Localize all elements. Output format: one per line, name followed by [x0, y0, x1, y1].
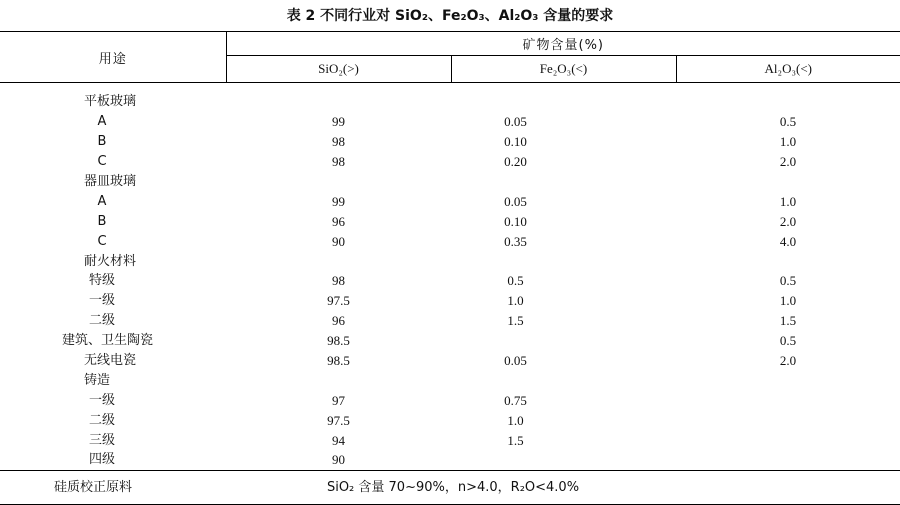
table-row — [0, 291, 900, 311]
fe2o3-value: 0.05 — [504, 353, 527, 369]
table-row — [0, 370, 900, 390]
fe2o3-value: 1.0 — [507, 412, 524, 428]
grade-name: 特级 — [88, 273, 115, 289]
sio2-value — [226, 92, 451, 112]
sio2-value: 90 — [332, 233, 345, 249]
category-name: 平板玻璃 — [84, 94, 137, 110]
table-row — [0, 251, 900, 271]
table-row — [0, 450, 900, 470]
sio2-value: 96 — [332, 313, 345, 329]
fe2o3-value: 0.10 — [504, 213, 527, 229]
category-name: 器皿玻璃 — [84, 174, 137, 189]
sio2-value: 90 — [332, 452, 345, 468]
grade-name: A — [97, 193, 107, 209]
sio2-value: 97.5 — [327, 412, 350, 428]
sio2-header: SiO₂(>) — [226, 56, 451, 83]
table-footer — [0, 470, 900, 504]
al2o3-value: 0.5 — [779, 114, 797, 130]
al2o3-value: 2.0 — [779, 213, 797, 229]
al2o3-value — [676, 251, 900, 271]
table-title: 表 2 不同行业对 SiO₂、Fe₂O₃、Al₂O₃ 含量的要求 — [286, 8, 614, 24]
sio2-value: 98.5 — [327, 333, 350, 349]
al2o3-value: 1.0 — [779, 193, 797, 209]
requirements-table — [0, 31, 900, 505]
sio2-value: 99 — [332, 193, 345, 209]
fe2o3-value: 0.5 — [507, 273, 524, 289]
al2o3-header: Al₂O₃(<) — [676, 56, 900, 83]
fe2o3-value — [451, 251, 676, 271]
category-name: 无线电瓷 — [84, 353, 137, 369]
grade-name: B — [97, 134, 107, 150]
mineral-content-header: 矿物含量(%) — [226, 32, 900, 56]
table-row — [0, 152, 900, 172]
grade-name: 四级 — [88, 452, 115, 468]
category-name: 建筑、卫生陶瓷 — [62, 333, 154, 349]
al2o3-value — [676, 370, 900, 390]
fe2o3-value: 1.5 — [507, 313, 524, 329]
grade-name: 三级 — [88, 432, 115, 448]
sio2-value: 98 — [332, 273, 345, 289]
fe2o3-header: Fe₂O₃(<) — [451, 56, 676, 83]
category-name: 铸造 — [84, 372, 111, 388]
grade-name: 二级 — [88, 313, 115, 329]
table-row — [0, 172, 900, 192]
table-row — [0, 331, 900, 351]
table-row — [0, 231, 900, 251]
al2o3-value: 1.5 — [779, 313, 797, 329]
sio2-value: 98 — [332, 154, 345, 170]
sio2-value — [226, 370, 451, 390]
al2o3-value: 0.5 — [779, 333, 797, 349]
grade-name: 一级 — [88, 293, 115, 309]
grade-name: C — [97, 233, 107, 249]
table-row — [0, 410, 900, 430]
table-row — [0, 430, 900, 450]
al2o3-value: 4.0 — [779, 233, 797, 249]
al2o3-value: 0.5 — [779, 273, 797, 289]
fe2o3-value: 0.10 — [504, 134, 527, 150]
fe2o3-value: 1.5 — [507, 432, 524, 448]
table-header — [0, 32, 900, 83]
al2o3-value — [676, 430, 900, 450]
grade-name: A — [97, 114, 107, 130]
fe2o3-value: 0.75 — [504, 392, 527, 408]
table-row — [0, 112, 900, 132]
sio2-value: 99 — [332, 114, 345, 130]
al2o3-value: 2.0 — [779, 353, 797, 369]
table-row — [0, 92, 900, 112]
sio2-value — [226, 172, 451, 192]
table-row — [0, 390, 900, 410]
grade-name: 二级 — [88, 412, 115, 428]
sio2-value: 97 — [332, 392, 345, 408]
sio2-value — [226, 251, 451, 271]
sio2-value: 96 — [332, 213, 345, 229]
al2o3-value — [676, 410, 900, 430]
sio2-value: 98.5 — [327, 353, 350, 369]
footer-name: 硅质校正原料 — [0, 470, 226, 504]
table-row — [0, 191, 900, 211]
al2o3-value — [676, 172, 900, 192]
fe2o3-value: 0.35 — [504, 233, 527, 249]
table-row — [0, 311, 900, 331]
al2o3-value — [676, 450, 900, 470]
fe2o3-value — [451, 172, 676, 192]
category-name: 耐火材料 — [84, 253, 137, 269]
spacer-row — [0, 83, 900, 93]
al2o3-value — [676, 92, 900, 112]
table-row — [0, 351, 900, 371]
grade-name: C — [97, 154, 107, 170]
al2o3-value: 1.0 — [779, 134, 797, 150]
table-row — [0, 211, 900, 231]
footer-row — [0, 470, 900, 504]
table-body — [0, 83, 900, 471]
usage-header: 用途 — [0, 32, 226, 83]
grade-name: 一级 — [88, 392, 115, 408]
fe2o3-value: 0.05 — [504, 114, 527, 130]
sio2-value: 98 — [332, 134, 345, 150]
fe2o3-value: 0.20 — [504, 154, 527, 170]
fe2o3-value — [451, 331, 676, 351]
fe2o3-value: 0.05 — [504, 193, 527, 209]
sio2-value: 97.5 — [327, 293, 350, 309]
al2o3-value — [676, 390, 900, 410]
grade-name: B — [97, 213, 107, 229]
fe2o3-value: 1.0 — [507, 293, 524, 309]
fe2o3-value — [451, 92, 676, 112]
al2o3-value: 1.0 — [779, 293, 797, 309]
table-row — [0, 132, 900, 152]
fe2o3-value — [451, 450, 676, 470]
al2o3-value: 2.0 — [779, 154, 797, 170]
fe2o3-value — [451, 370, 676, 390]
sio2-value: 94 — [332, 432, 345, 448]
table-row — [0, 271, 900, 291]
footer-note: SiO₂ 含量 70~90%，n>4.0，R₂O<4.0% — [226, 470, 900, 504]
